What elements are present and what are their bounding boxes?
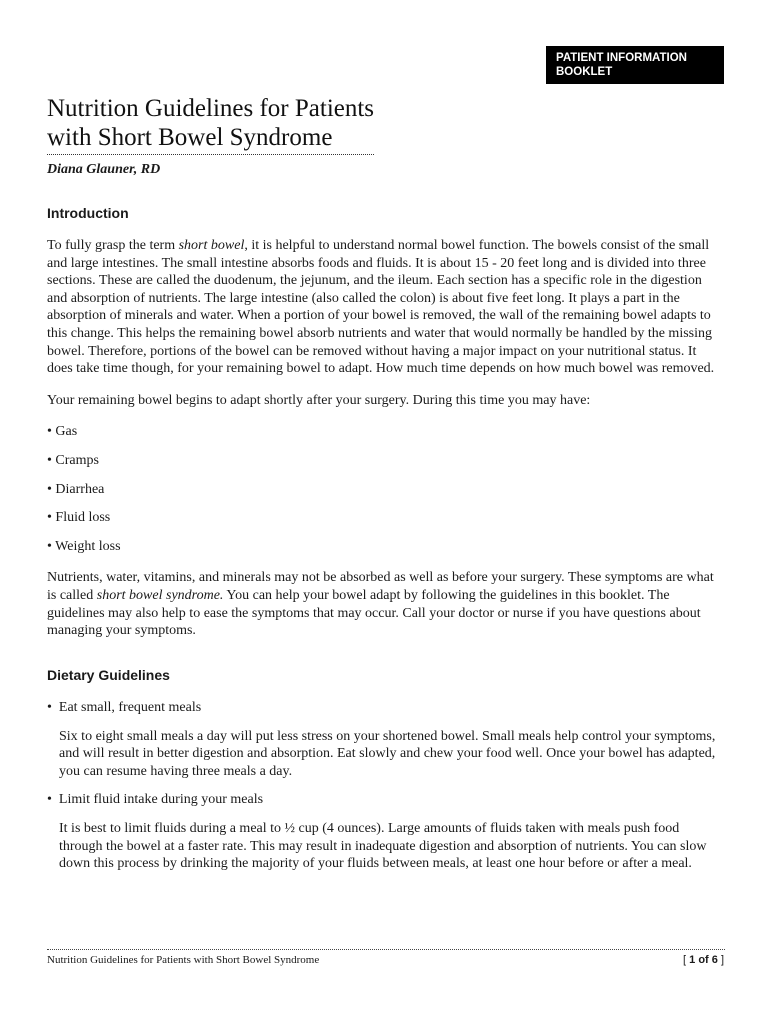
symptom-item: • Diarrhea: [47, 481, 105, 497]
symptom-item: • Cramps: [47, 452, 99, 468]
dietary-guidelines-heading: Dietary Guidelines: [47, 667, 170, 683]
guideline-title: • Eat small, frequent meals: [47, 700, 202, 715]
symptom-item: • Fluid loss: [47, 510, 111, 526]
title-line-1: Nutrition Guidelines for Patients: [47, 95, 375, 122]
guideline-title: • Limit fluid intake during your meals: [47, 792, 264, 808]
badge-line-1: PATIENT INFORMATION: [556, 52, 687, 64]
title-line-2: with Short Bowel Syndrome: [47, 124, 333, 151]
dietary-guidelines-section: [47, 699, 725, 884]
badge-line-2: BOOKLET: [556, 66, 613, 78]
document-title: [47, 94, 374, 155]
intro-paragraph-2: Your remaining bowel begins to adapt shortly after your surgery. During this time you may have:: [47, 392, 591, 408]
guideline-body: Six to eight small meals a day will put less stress on your shortened bowel. Small meals help control your symptoms, and will result in better digestion and absorption. Eat slowly and chew your food well. Once your bowel has adapted, you can resume having three meals a day.: [59, 728, 716, 779]
footer-title: Nutrition Guidelines for Patients with Short Bowel Syndrome: [47, 954, 320, 966]
guideline-body: It is best to limit fluids during a meal to ½ cup (4 ounces). Large amounts of fluids taken with meals push food through the bowel at a faster rate. This may result in inadequate digestion and absorption of nutrients. You can slow down this process by drinking the majority of your fluids between meals, at least one hour before or after a meal.: [59, 820, 707, 872]
symptom-item: • Gas: [47, 424, 78, 440]
term-short-bowel: short bowel: [178, 238, 245, 253]
page-number-value: 1 of 6: [689, 954, 718, 966]
patient-info-badge: [546, 46, 724, 84]
symptom-item: • Weight loss: [47, 538, 121, 554]
footer-divider: [47, 949, 725, 950]
page-number: [ 1 of 6 ]: [683, 954, 724, 966]
author-name: Diana Glauner, RD: [47, 162, 161, 177]
introduction-heading: Introduction: [47, 205, 129, 221]
intro-paragraph-1: To fully grasp the term short bowel, it is helpful to understand normal bowel function. The bowels consist of the small and large intestines. The small intestine absorbs foods and fluids. It is about 15 - 20 feet long and is divided into three sections. These are called the duodenum, the jejunum, and the ileum. Each section has a specific role in the digestion and absorption of nutrients. The large intestine (also called the colon) is about five feet long. It plays a part in the absorption of minerals and water. When a portion of your bowel is removed, the wall of the remaining bowel adapts to this change. This helps the remaining bowel absorb nutrients and water that would normally be handled by the missing bowel. Therefore, portions of the bowel can be removed without having a major impact on your nutritional status. It does take time though, for your remaining bowel to adapt. How much time depends on how much bowel was removed.: [47, 238, 715, 377]
introduction-section: [47, 237, 725, 654]
term-short-bowel-syndrome: short bowel syndrome.: [96, 587, 224, 603]
intro-paragraph-3: Nutrients, water, vitamins, and minerals may not be absorbed as well as before your surgery. These symptoms are what is called short bowel syndrome. You can help your bowel adapt by following the guidelines in this booklet. The guidelines may also help to ease the symptoms that may occur. Call your doctor or nurse if you have questions about managing your symptoms.: [47, 570, 714, 639]
